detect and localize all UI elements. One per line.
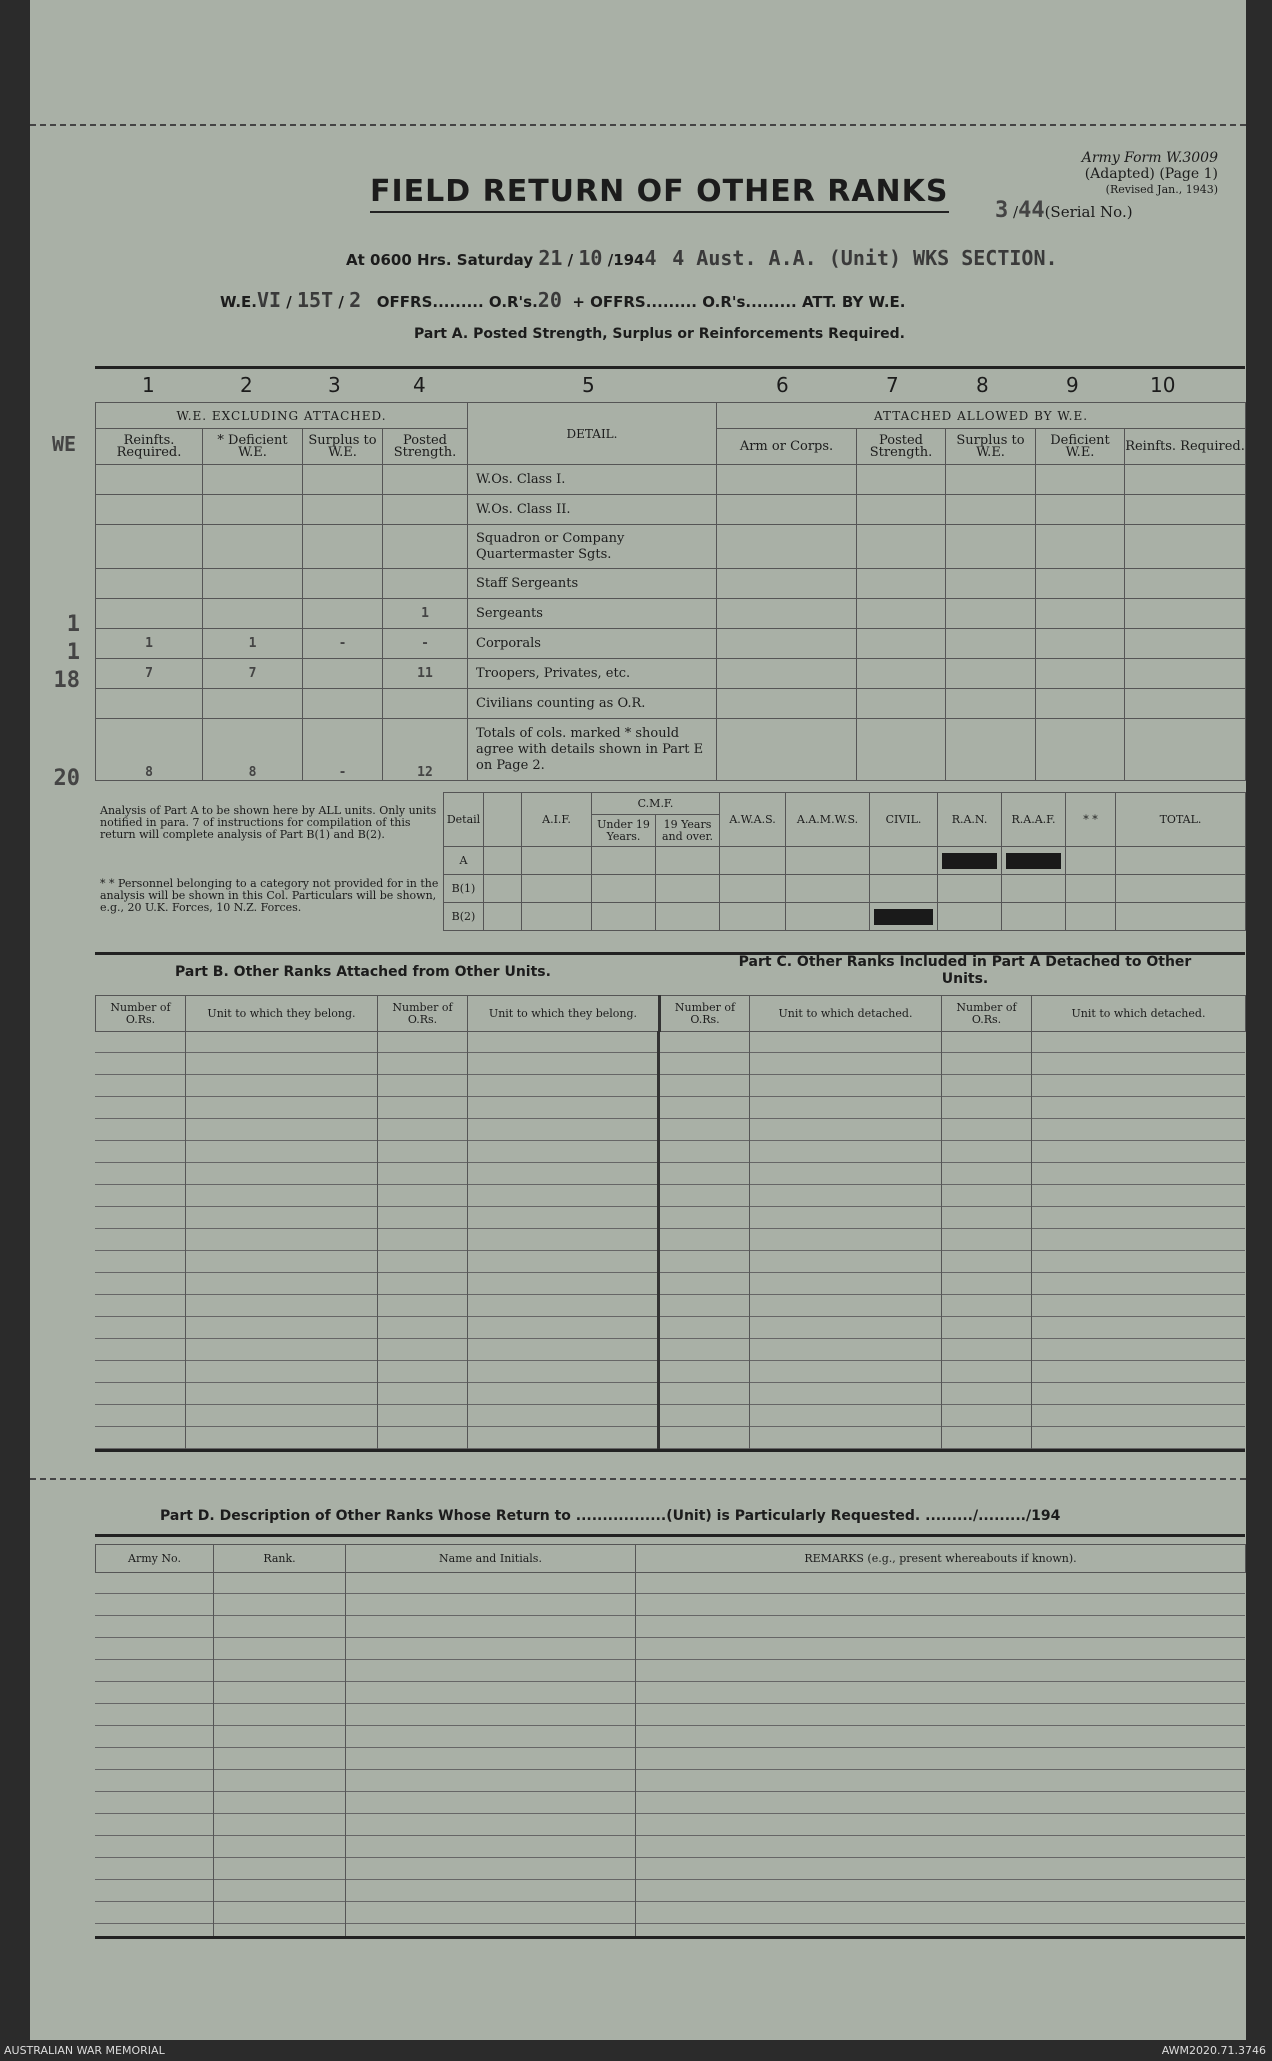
col-header: Arm or Corps. [717,429,857,465]
table-row [96,465,1246,495]
analysis-footnote: * * Personnel belonging to a category not provided for in the analysis will be shown in this Col. Particulars will be shown, e.g., 20 U.K. Forces, 10 N.Z. Forces. [100,877,439,914]
row-label: W.Os. Class II. [468,495,717,525]
detail-header: DETAIL. [468,403,717,465]
form-revised: (Revised Jan., 1943) [1105,183,1218,196]
col-header: R.A.N. [938,793,1002,847]
row-label: Corporals [468,629,717,659]
reinfts-total: 8 [96,719,203,781]
col-header: Number of O.Rs. [378,996,468,1032]
form-number: Army Form W.3009 [1081,150,1218,166]
analysis-note: Analysis of Part A to be shown here by ALL units. Only units notified in para. 7 of instructions for compilation of this return will complete analysis of Part B(1) and B(2). [100,804,437,841]
perforation-line [30,1478,1246,1480]
col-header: Posted Strength. [383,429,468,465]
part-d-table [95,1544,1246,1573]
rule [95,1936,1245,1939]
col-number-2: 2 [240,373,253,397]
col-header: Under 19 Years. [592,815,656,847]
form-reference [988,150,1218,198]
row-label: Civilians counting as O.R. [468,689,717,719]
part-b-heading: Part B. Other Ranks Attached from Other Units. [175,964,551,980]
archive-reference: AWM2020.71.3746 [1161,2044,1266,2057]
we-excluding-header: W.E. EXCLUDING ATTACHED. [96,403,468,429]
row-label: Sergeants [468,599,717,629]
form-adapted: (Adapted) (Page 1) [1084,166,1218,182]
table-row [96,495,1246,525]
table-row [96,525,1246,569]
row-label: B(1) [444,875,484,903]
row-label: Troopers, Privates, etc. [468,659,717,689]
col-header: REMARKS (e.g., present whereabouts if known). [636,1545,1246,1573]
col-header: A.I.F. [522,793,592,847]
table-row [444,875,1246,903]
col-number-7: 7 [886,373,899,397]
posted-troopers: 11 [383,659,468,689]
row-label: Squadron or Company Quartermaster Sgts. [468,525,717,569]
col-header: CIVIL. [870,793,938,847]
surplus-corporals: - [303,629,383,659]
part-d-heading: Part D. Description of Other Ranks Whose Return to .................(Unit) is Particularly Requested. ........./........./194 [160,1508,1061,1524]
reinfts-troopers: 7 [96,659,203,689]
col-header: A.A.M.W.S. [786,793,870,847]
col-header: Reinfts. Required. [1125,429,1246,465]
col-number-9: 9 [1066,373,1079,397]
row-label: A [444,847,484,875]
rule [95,366,1245,369]
serial-number: 3 /44(Serial No.) [995,198,1133,223]
col-number-5: 5 [582,373,595,397]
table-row [96,719,1246,781]
col-header: Number of O.Rs. [942,996,1032,1032]
part-c-heading: Part C. Other Ranks Included in Part A Detached to Other Units. [738,954,1192,987]
row-label: Staff Sergeants [468,569,717,599]
col-header: Number of O.Rs. [96,996,186,1032]
col-header: 19 Years and over. [656,815,720,847]
table-row [444,847,1246,875]
table-row [444,903,1246,931]
we-total: 20 [53,766,80,791]
col-header: A.W.A.S. [720,793,786,847]
part-bc-table [95,995,1246,1032]
col-header: Rank. [214,1545,346,1573]
col-header: R.A.A.F. [1002,793,1066,847]
col-header: Reinfts. Required. [96,429,203,465]
col-header: Number of O.Rs. [660,996,750,1032]
col-header: Posted Strength. [857,429,946,465]
rule [95,1449,1245,1452]
col-header: Detail [444,793,484,847]
perforation-line [30,124,1246,126]
row-label: W.Os. Class I. [468,465,717,495]
table-row [96,689,1246,719]
col-number-3: 3 [328,373,341,397]
we-margin-label: WE [52,432,77,456]
posted-corporals: - [383,629,468,659]
posted-total: 12 [383,719,468,781]
col-number-1: 1 [142,373,155,397]
row-label: Totals of cols. marked * should agree with details shown in Part E on Page 2. [468,719,717,781]
we-line: W.E.VI / 15T / 2 OFFRS......... O.R's.20 + OFFRS......... O.R's......... ATT. BY W.E. [220,288,906,312]
analysis-table [443,792,1246,931]
col-header: Unit to which detached. [750,996,942,1032]
col-number-8: 8 [976,373,989,397]
table-row [96,569,1246,599]
row-label: B(2) [444,903,484,931]
col-header: Unit to which detached. [1032,996,1246,1032]
col-header: Surplus to W.E. [303,429,383,465]
part-a-table [95,402,1246,781]
table-row [96,659,1246,689]
surplus-total: - [303,719,383,781]
form-sheet [30,0,1246,2040]
rule [95,1534,1245,1537]
reinfts-corporals: 1 [96,629,203,659]
col-number-4: 4 [413,373,426,397]
deficient-troopers: 7 [203,659,303,689]
we-sergeants: 1 [66,612,80,637]
col-header: Unit to which they belong. [468,996,660,1032]
col-number-6: 6 [776,373,789,397]
part-a-heading: Part A. Posted Strength, Surplus or Reinforcements Required. [414,326,905,342]
deficient-corporals: 1 [203,629,303,659]
deficient-total: 8 [203,719,303,781]
col-header: * Deficient W.E. [203,429,303,465]
part-bc-rows [95,1031,1245,1449]
page-title: FIELD RETURN OF OTHER RANKS [370,174,949,213]
we-troopers: 18 [53,668,80,693]
col-header: Surplus to W.E. [946,429,1036,465]
attached-header: ATTACHED ALLOWED BY W.E. [717,403,1246,429]
col-header: Unit to which they belong. [186,996,378,1032]
col-header: C.M.F. [592,793,720,815]
col-number-10: 10 [1150,373,1176,397]
col-header: Deficient W.E. [1036,429,1125,465]
col-header: Name and Initials. [346,1545,636,1573]
table-row [96,599,1246,629]
we-corporals: 1 [66,640,80,665]
col-header: Army No. [96,1545,214,1573]
return-date-line: At 0600 Hrs. Saturday 21 / 10 /1944 4 Aust. A.A. (Unit) WKS SECTION. [346,246,1058,270]
col-header: * * [1066,793,1116,847]
part-d-rows [95,1572,1245,1936]
table-row [96,629,1246,659]
col-header: TOTAL. [1116,793,1246,847]
posted-sergeants: 1 [383,599,468,629]
archive-credit: AUSTRALIAN WAR MEMORIAL [4,2044,165,2057]
